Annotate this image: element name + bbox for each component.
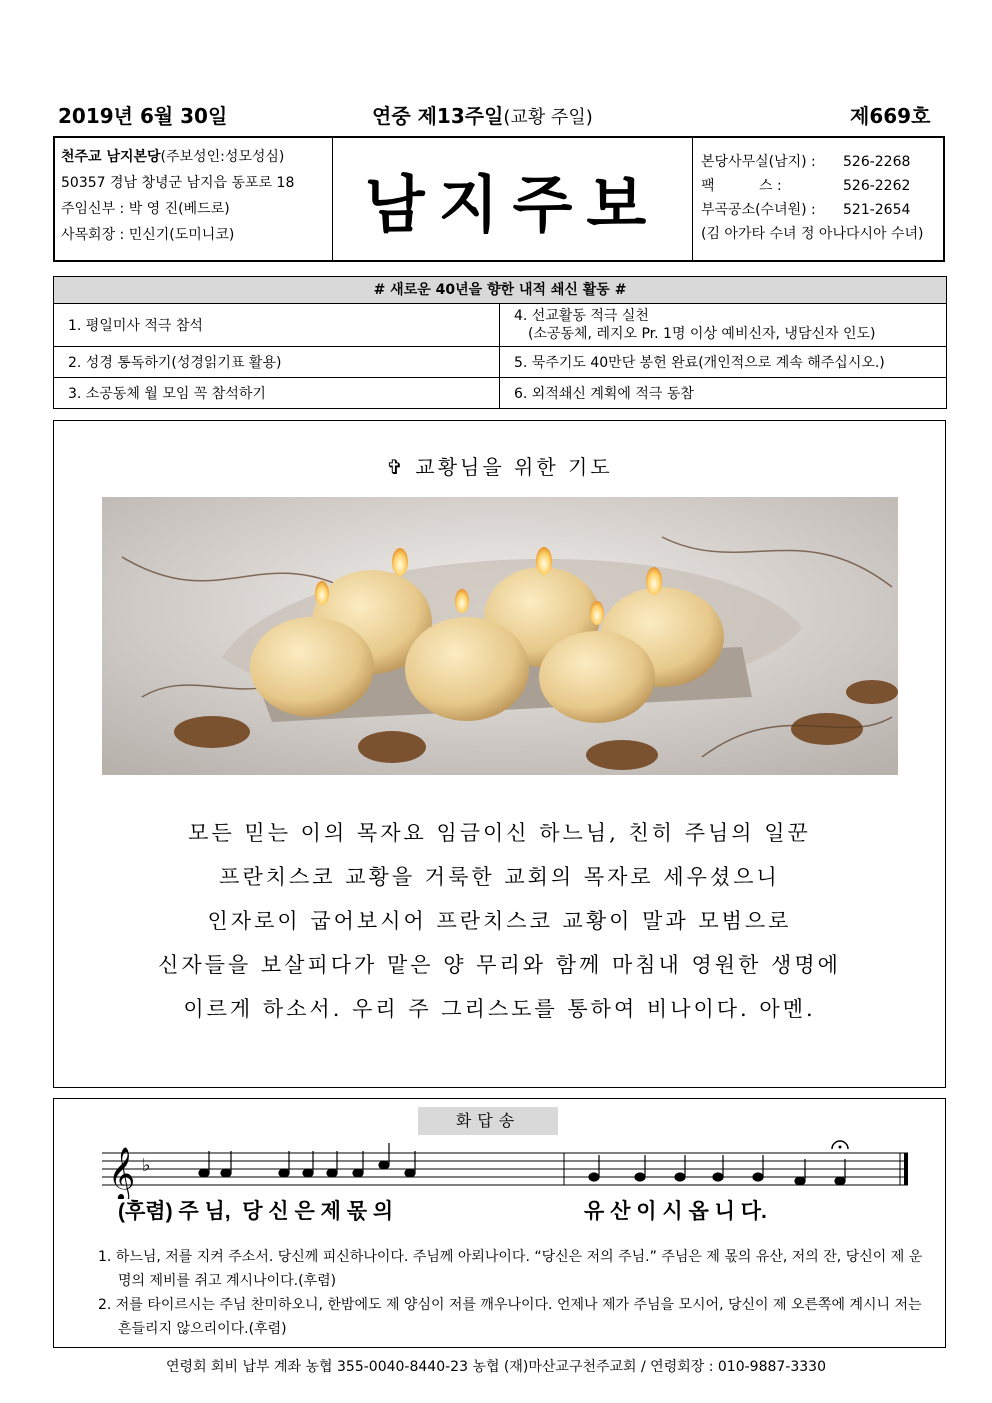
treble-clef-icon: 𝄞 (108, 1146, 136, 1199)
psalm-lyrics (118, 1195, 767, 1225)
psalm-lyrics-part1: (후렴) 주 님, 당 신 은 제 몫 의 (118, 1200, 394, 1223)
office-phone: 526-2268 (843, 154, 911, 170)
renewal-item-1: 1. 평일미사 적극 참석 (54, 304, 500, 346)
convent-phone: 521-2654 (843, 202, 911, 218)
table-row (54, 347, 946, 378)
bulletin-date: 2019년 6월 30일 (58, 104, 228, 128)
prayer-line: 신자들을 보살피다가 맡은 양 무리와 함께 마침내 영원한 생명에 (158, 953, 841, 977)
contact-info (693, 138, 943, 260)
table-row (54, 304, 946, 347)
responsorial-psalm-box (53, 1098, 946, 1348)
flat-icon: ♭ (142, 1155, 151, 1176)
pastor: 주임신부 : 박 영 진(베드로) (61, 201, 230, 217)
renewal-item-6: 6. 외적쇄신 계획에 적극 동참 (514, 386, 694, 402)
prayer-line: 모든 믿는 이의 목자요 임금이신 하느님, 친히 주님의 일꾼 (188, 821, 811, 845)
renewal-title: # 새로운 40년을 향한 내적 쇄신 활동 # (54, 277, 946, 304)
psalm-verse-2: 2. 저를 타이르시는 주님 찬미하오니, 한밤에도 제 양심이 저를 깨우나이다. 언제나 제가 주님을 모시어, 당신이 제 오른쪽에 계시니 저는 흔들리지 않으리이다.(후렴) (98, 1297, 922, 1337)
footer-account-info: 연령회 회비 납부 계좌 농협 355-0040-8440-23 농협 (재)마산교구천주교회 / 연령회장 : 010-9887-3330 (166, 1359, 826, 1375)
prayer-text (54, 811, 945, 1031)
fax-label: 팩 스 : (701, 178, 782, 194)
parish-info (55, 138, 333, 260)
renewal-item-4-line2: (소공동체, 레지오 Pr. 1명 이상 예비신자, 냉담신자 인도) (528, 326, 876, 342)
prayer-line: 이르게 하소서. 우리 주 그리스도를 통하여 비나이다. 아멘. (183, 997, 816, 1021)
bulletin-title-box (333, 138, 693, 260)
renewal-item-2: 2. 성경 통독하기(성경읽기표 활용) (54, 347, 500, 377)
liturgical-week-sub: (교황 주일) (503, 107, 593, 128)
issue-number: 제669호 (850, 104, 931, 128)
bulletin-title: 남지주보 (364, 167, 661, 241)
renewal-item-4 (500, 304, 946, 346)
patron-saint: (주보성인:성모성심) (160, 149, 285, 165)
psalm-lyrics-part2: 유 산 이 시 옵 니 다. (584, 1200, 767, 1223)
renewal-item-5: 5. 묵주기도 40만단 봉헌 완료(개인적으로 계속 해주십시오.) (514, 355, 885, 371)
psalm-verse-1: 1. 하느님, 저를 지켜 주소서. 당신께 피신하나이다. 주님께 아뢰나이다. “당신은 저의 주님.” 주님은 제 몫의 유산, 저의 잔, 당신이 제 운명의 제비를 쥐고 계시나이다.(후렴) (98, 1249, 923, 1289)
responsorial-psalm-label: 화답송 (418, 1107, 558, 1135)
masthead (53, 136, 945, 262)
convent-label: 부곡공소(수녀원) : (701, 202, 816, 218)
candles-illustration (102, 497, 898, 775)
liturgical-week-main: 연중 제13주일 (372, 104, 504, 128)
renewal-item-3: 3. 소공동체 월 모임 꼭 참석하기 (54, 378, 500, 408)
prayer-line: 프란치스코 교황을 거룩한 교회의 목자로 세우셨으니 (219, 865, 780, 889)
renewal-activities-table (53, 276, 947, 409)
prayer-title: ✞ 교황님을 위한 기도 (386, 455, 613, 479)
fax-number: 526-2262 (843, 178, 911, 194)
parish-name: 천주교 남지본당 (61, 149, 161, 165)
psalm-verses (98, 1245, 928, 1341)
prayer-box (53, 420, 946, 1088)
sisters-names: (김 아가타 수녀 정 아나다시아 수녀) (701, 226, 924, 242)
council-president: 사목회장 : 민신기(도미니코) (61, 227, 235, 243)
table-row (54, 378, 946, 408)
liturgical-week (372, 100, 593, 129)
prayer-line: 인자로이 굽어보시어 프란치스코 교황이 말과 모범으로 (207, 909, 792, 933)
candles-photo (102, 497, 898, 775)
music-staff (102, 1139, 912, 1199)
renewal-item-4-line1: 4. 선교활동 적극 실천 (514, 308, 649, 324)
parish-address: 50357 경남 창녕군 남지읍 동포로 18 (61, 175, 295, 191)
office-label: 본당사무실(남지) : (701, 154, 816, 170)
